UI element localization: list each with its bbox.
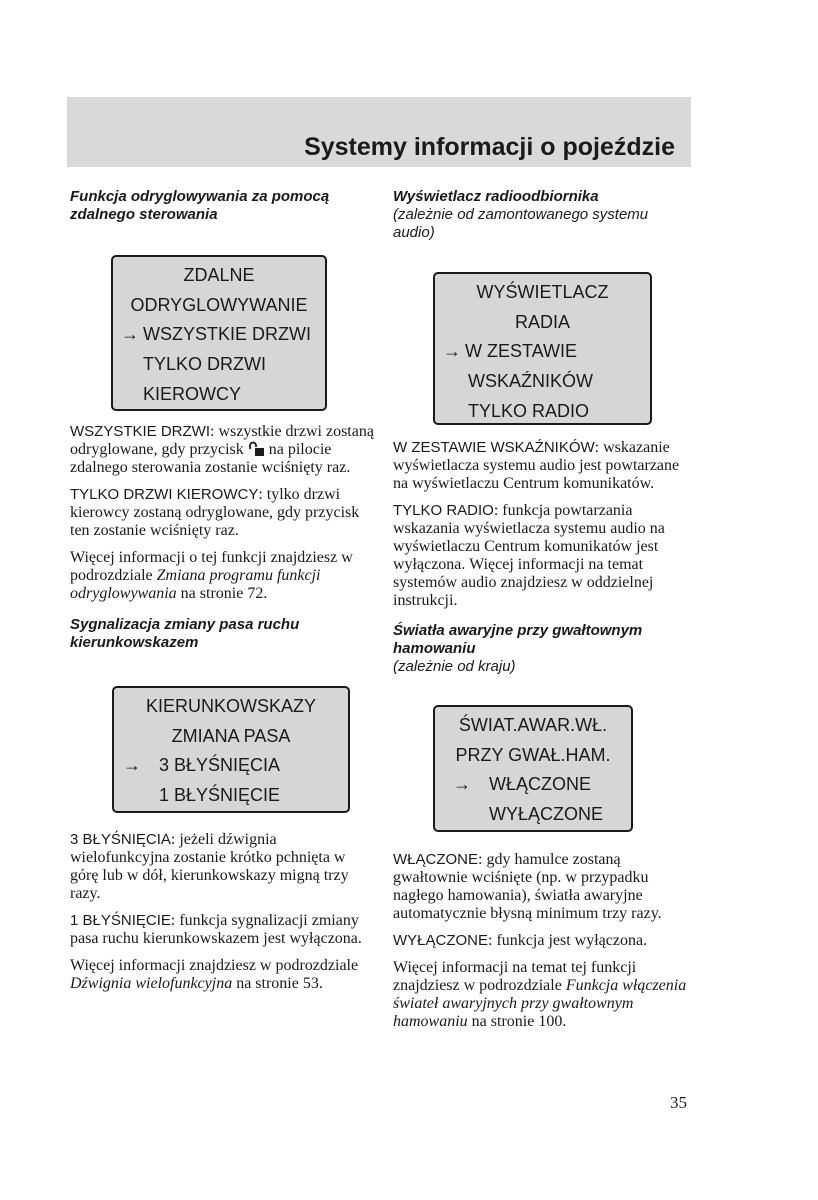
display-selected-line <box>120 751 342 781</box>
arrow-right-icon: → <box>443 341 461 362</box>
arrow-right-icon: → <box>123 755 141 776</box>
display-selected-line <box>441 770 625 800</box>
display-line: KIERUNKOWSKAZY <box>145 696 317 716</box>
display-line: WYŁĄCZONE <box>489 804 604 825</box>
section-heading-remote-unlock: Funkcja odryglowywania za pomocą zdalnego sterowania <box>70 188 330 223</box>
display-option: 3 BŁYŚNIĘCIA <box>159 755 281 776</box>
paragraph-radio-only: TYLKO RADIO: funkcja powtarzania wskazania wyświetlacza systemu audio na wyświetlaczu Centrum komunikatów jest wyłączona. Więcej informacji na temat systemów audio znajdziesz w oddzielnej instrukcji. <box>393 502 665 609</box>
page-header <box>67 97 691 167</box>
display-option: WŁĄCZONE <box>489 774 592 795</box>
right-column <box>393 188 693 1040</box>
display-hazard <box>433 705 633 832</box>
paragraph-1-flash: 1 BŁYŚNIĘCIE: funkcja sygnalizacji zmiany pasa ruchu kierunkowskazem jest wyłączona. <box>70 912 362 947</box>
page-number: 35 <box>670 1093 687 1112</box>
display-selected-line <box>441 337 644 367</box>
display-line: ZMIANA PASA <box>171 725 291 746</box>
page-title: Systemy informacji o pojeździe <box>304 133 675 161</box>
keyword: 1 BŁYŚNIĘCIE <box>70 912 171 929</box>
cross-reference-link[interactable]: Dźwignia wielofunkcyjna <box>70 975 233 992</box>
arrow-right-icon: → <box>453 774 471 795</box>
section-heading-radio-display: Wyświetlacz radioodbiornika <box>393 188 599 205</box>
display-line: TYLKO DRZWI <box>143 354 267 375</box>
keyword: TYLKO RADIO <box>393 502 494 519</box>
section-heading-lane-change: Sygnalizacja zmiany pasa ruchu kierunkowskazem <box>70 616 300 651</box>
display-line: TYLKO RADIO <box>468 400 590 421</box>
display-line: ZDALNE <box>183 265 255 285</box>
paragraph-disabled: WYŁĄCZONE: funkcja jest wyłączona. <box>393 932 648 949</box>
display-selected-line <box>119 320 319 350</box>
arrow-right-icon: → <box>121 324 139 345</box>
display-line: ŚWIAT.AWAR.WŁ. <box>458 715 608 735</box>
keyword: WSZYSTKIE DRZWI <box>70 423 210 440</box>
display-line: ODRYGLOWYWANIE <box>130 294 308 315</box>
paragraph-driver-door: TYLKO DRZWI KIEROWCY: tylko drzwi kierowcy zostaną odryglowane, gdy przycisk ten zostanie wciśnięty raz. <box>70 486 360 539</box>
paragraph-enabled: WŁĄCZONE: gdy hamulce zostaną gwałtownie wciśnięte (np. w przypadku nagłego hamowania), światła awaryjne automatycznie błysną minimum trzy razy. <box>393 851 662 922</box>
display-option: WSZYSTKIE DRZWI <box>143 324 311 345</box>
paragraph-in-cluster: W ZESTAWIE WSKAŹNIKÓW: wskazanie wyświetlacza systemu audio jest powtarzane na wyświetlaczu Centrum komunikatów. <box>393 439 680 492</box>
display-line: KIEROWCY <box>143 383 242 404</box>
unlock-icon <box>248 441 265 456</box>
display-option: W ZESTAWIE <box>465 341 577 362</box>
keyword: TYLKO DRZWI KIEROWCY <box>70 486 259 503</box>
keyword: WŁĄCZONE <box>393 851 479 868</box>
display-line: WYŚWIETLACZ <box>476 282 609 302</box>
display-line: RADIA <box>514 311 570 332</box>
display-remote-unlock <box>111 255 327 411</box>
paragraph-3-flashes: 3 BŁYŚNIĘCIA: jeżeli dźwignia wielofunkcyjna zostanie krótko pchnięta w górę lub w dół, kierunkowskazy migną trzy razy. <box>70 831 349 902</box>
cross-reference-link[interactable]: Funkcja włączenia świateł awaryjnych przy gwałtownym hamowaniu <box>393 977 687 1030</box>
section-heading-hazard-lights: Światła awaryjne przy gwałtownym hamowaniu <box>393 622 643 657</box>
left-column <box>70 188 375 1002</box>
paragraph-all-doors: WSZYSTKIE DRZWI: wszystkie drzwi zostaną odryglowane, gdy przycisk na pilocie zdalnego sterowania zostanie wciśnięty raz. <box>70 423 374 476</box>
cross-reference-link[interactable]: Zmiana programu funkcji odryglowywania <box>70 567 321 602</box>
display-line: WSKAŹNIKÓW <box>468 371 593 392</box>
keyword: W ZESTAWIE WSKAŹNIKÓW <box>393 439 595 456</box>
keyword: WYŁĄCZONE <box>393 932 489 949</box>
display-line: PRZY GWAŁ.HAM. <box>455 744 611 765</box>
display-radio <box>433 272 652 425</box>
display-line: 1 BŁYŚNIĘCIE <box>159 785 281 806</box>
section-note: (zależnie od kraju) <box>393 658 516 675</box>
section-note: (zależnie od zamontowanego systemu audio) <box>393 206 649 241</box>
paragraph-more-info: Więcej informacji o tej funkcji znajdziesz w podrozdziale Zmiana programu funkcji odryglowywania na stronie 72. <box>70 549 353 602</box>
keyword: 3 BŁYŚNIĘCIA <box>70 831 171 848</box>
paragraph-more-info: Więcej informacji na temat tej funkcji znajdziesz w podrozdziale Funkcja włączenia świateł awaryjnych przy gwałtownym hamowaniu na stronie 100. <box>393 959 687 1030</box>
display-lane-change <box>112 686 350 813</box>
paragraph-more-info: Więcej informacji znajdziesz w podrozdziale Dźwignia wielofunkcyjna na stronie 53. <box>70 957 359 992</box>
